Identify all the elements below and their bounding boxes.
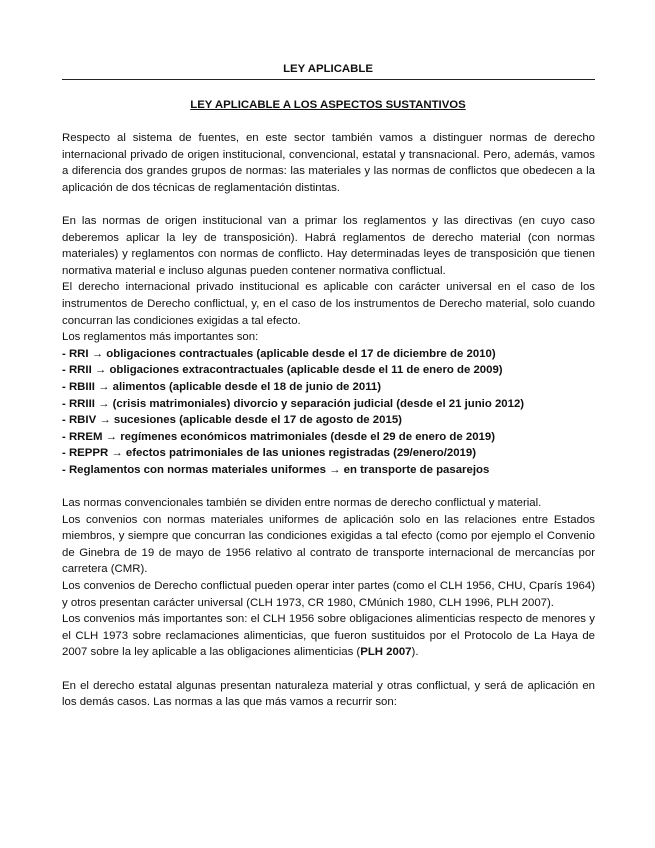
list-item: - RBIII → alimentos (aplicable desde el 18 de junio de 2011) [62,380,382,393]
paragraph-conflict-conventions: Los convenios de Derecho conflictual pueden operar inter partes (como el CLH 1956, CHU, Cparís 1964) y otros presentan carácter universal (CLH 1973, CR 1980, CMúnich 1980, CLH 1996, PLH 2007). [62,580,595,609]
paragraph-gap [62,478,595,495]
paragraph-institutional: En las normas de origen institucional van a primar los reglamentos y las directivas (en cuyo caso deberemos aplicar la ley de transposición). Habrá reglamentos de derecho material (con normas materiales) y reglamentos con normas de conflicto. Hay determinadas leyes de transposición que tienen normativa material e incluso algunas pueden contener normativa conflictual. [62,214,595,277]
regulations-list [62,346,595,479]
document-body [62,130,595,711]
paragraph-important-conventions [62,611,595,661]
paragraph-conventional: Las normas convencionales también se dividen entre normas de derecho conflictual y material. [62,497,542,510]
paragraph-regulations-intro: Los reglamentos más importantes son: [62,331,259,344]
paragraph-gap [62,196,595,213]
paragraph-text: Los convenios más importantes son: el CLH 1956 sobre obligaciones alimenticias respecto de menores y el CLH 1973 sobre reclamaciones alimenticias, que fueron sustituidos por el Protocolo de La Haya de 2007 sobre la ley aplicable a las obligaciones alimenticias ( [62,613,595,659]
list-item: - RBIV → sucesiones (aplicable desde el 17 de agosto de 2015) [62,414,402,427]
list-item: - RRIII → (crisis matrimoniales) divorcio y separación judicial (desde el 21 junio 2012) [62,397,525,410]
list-item: - Reglamentos con normas materiales uniformes → en transporte de pasarejos [62,463,490,476]
header-divider [62,79,595,80]
list-item: - RRI → obligaciones contractuales (aplicable desde el 17 de diciembre de 2010) [62,347,496,360]
list-item: - REPPR → efectos patrimoniales de las uniones registradas (29/enero/2019) [62,447,477,460]
section-title: LEY APLICABLE A LOS ASPECTOS SUSTANTIVOS [190,99,466,111]
page-header: LEY APLICABLE [283,63,373,75]
paragraph-sources: Respecto al sistema de fuentes, en este sector también vamos a distinguer normas de derecho internacional privado de origen institucional, convencional, estatal y transnacional. Pero, además, vamos a diferencia dos grandes grupos de normas: las materiales y las normas de conflictos que obedecen a la aplicación de dos técnicas de reglamentación distintas. [62,132,595,194]
paragraph-text-end: ). [411,646,419,659]
list-item: - RRII → obligaciones extracontractuales (aplicable desde el 11 de enero de 2009) [62,364,503,377]
paragraph-universal: El derecho internacional privado institucional es aplicable con carácter universal en el caso de los instrumentos de Derecho conflictual, y, en el caso de los instrumentos de Derecho material, solo cuando concurran las condiciones exigidas a tal efecto. [62,281,595,327]
paragraph-gap [62,661,595,678]
plh-2007-reference: PLH 2007 [360,646,412,659]
list-item: - RREM → regímenes económicos matrimoniales (desde el 29 de enero de 2019) [62,430,495,443]
paragraph-state-law: En el derecho estatal algunas presentan naturaleza material y otras conflictual, y será de aplicación en los demás casos. Las normas a las que más vamos a recurrir son: [62,679,595,709]
paragraph-material-conventions: Los convenios con normas materiales uniformes de aplicación solo en las relaciones entre Estados miembros, y siempre que concurran las condiciones exigidas a tal efecto (como por ejemplo el Convenio de Ginebra de 19 de mayo de 1956 relativo al contrato de transporte internacional de mercancías por carretera (CMR). [62,513,595,576]
